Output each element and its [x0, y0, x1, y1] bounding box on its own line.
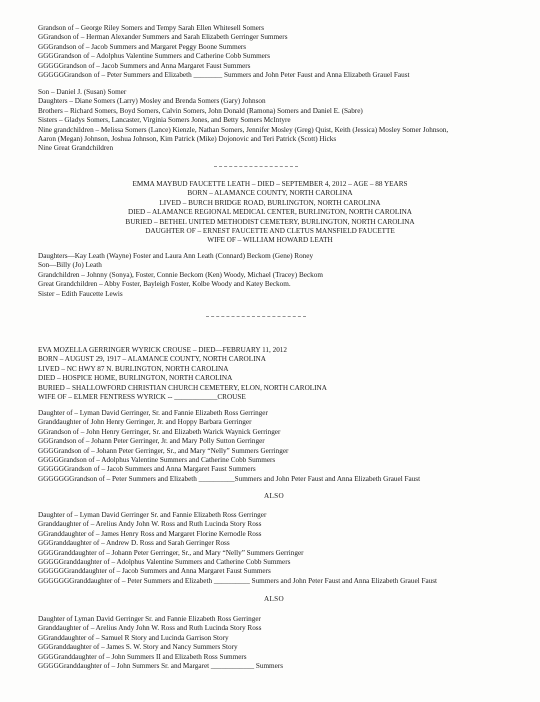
eva-header-line: EVA MOZELLA GERRINGER WYRICK CROUSE – DIED—FEBRUARY 11, 2012 — [38, 346, 287, 354]
lineage-line: GGGrandson of – Jacob Summers and Margaret Peggy Boone Summers — [38, 42, 247, 51]
emma-header-line: BORN – ALAMANCE COUNTY, NORTH CAROLINA — [187, 189, 353, 198]
emma-obituary-header — [60, 180, 480, 246]
eva-lineage-line: GGGGrandson of – Johann Peter Gerringer, Sr., and Mary “Nelly” Summers Gerringer — [38, 446, 289, 455]
eva-lineage-section-1 — [38, 409, 510, 484]
family-line: Sisters – Gladys Somers, Lancaster, Virginia Somers Jones, and Betty Somers McIntyre — [38, 116, 291, 125]
eva-lineage-line: GGGranddaughter of – Andrew D. Ross and Sarah Gerringer Ross — [38, 539, 230, 548]
lineage-section-1 — [38, 24, 510, 80]
family-line: Son – Daniel J. (Susan) Somer — [38, 88, 127, 96]
eva-header-line: LIVED – NC HWY 87 N. BURLINGTON, NORTH CAROLINA — [38, 364, 229, 373]
emma-family-line: Sister – Edith Faucette Lewis — [38, 289, 123, 298]
eva-lineage-line: Granddaughter of – Arelius Andy John W. Ross and Ruth Lucinda Story Ross — [38, 520, 262, 529]
family-line: Aaron (Megan) Johnson, Joshua Johnson, Kim Patrick (Mike) Dojonovic and Teri Patrick (Scott) Hicks — [38, 135, 337, 144]
emma-header-line: DIED – ALAMANCE REGIONAL MEDICAL CENTER, BURLINGTON, NORTH CAROLINA — [128, 208, 412, 217]
eva-lineage-line: GGranddaughter of – Samuel R Story and Lucinda Garrison Story — [38, 633, 229, 642]
emma-family-line: Grandchildren – Johnny (Sonya), Foster, Connie Beckom (Ken) Woody, Michael (Tracey) Beckom — [38, 270, 323, 279]
eva-lineage-line: GGGGranddaughter of – John Summers II and Elizabeth Ross Summers — [38, 652, 247, 661]
eva-lineage-line: Granddaughter of John Henry Gerringer, Jr. and Hoppy Barbara Gerringer — [38, 418, 252, 427]
family-line: Brothers – Richard Somers, Boyd Somers, Calvin Somers, John Donald (Ramona) Somers and Daniel E. (Sabre) — [38, 106, 363, 115]
eva-lineage-section-3 — [38, 615, 510, 671]
family-section-1 — [38, 88, 510, 154]
lineage-line: GGGGGGrandson of – Peter Summers and Elizabeth ________ Summers and John Peter Faust and Anna Elizabeth Grauel Faust — [38, 71, 410, 80]
eva-lineage-line: GGGGGGGranddaughter of – Peter Summers and Elizabeth __________ Summers and John Peter Faust and Anna Elizabeth Grauel Faust — [38, 576, 438, 585]
emma-header-line: DAUGHTER OF – ERNEST FAUCETTE AND CLETUS MANSFIELD FAUCETTE — [145, 227, 395, 236]
eva-header-line: BORN – AUGUST 29, 1917 – ALAMANCE COUNTY, NORTH CAROLINA — [38, 355, 266, 364]
eva-obituary-header — [38, 346, 510, 402]
eva-header-line: WIFE OF – ELMER FENTRESS WYRICK -- ____________CROUSE — [38, 393, 246, 402]
eva-lineage-line: Daughter of – Lyman David Gerringer, Sr. and Fannie Elizabeth Ross Gerringer — [38, 409, 268, 417]
lineage-line: GGrandson of – Herman Alexander Summers and Sarah Elizabeth Gerringer Summers — [38, 33, 288, 42]
eva-lineage-line: GGrandson of – John Henry Gerringer, Sr. and Elizabeth Warick Waynick Gerringer — [38, 427, 281, 436]
emma-header-line: BURIED – BETHEL UNITED METHODIST CEMETERY, BURLINGTON, NORTH CAROLINA — [125, 217, 415, 226]
eva-header-line: BURIED – SHALLOWFORD CHRISTIAN CHURCH CEMETERY, ELON, NORTH CAROLINA — [38, 383, 327, 392]
eva-lineage-line: GGranddaughter of – James Henry Ross and Margaret Florine Kernodle Ross — [38, 529, 262, 538]
eva-lineage-line: GGGGGrandson of – Adolphus Valentine Summers and Catherine Cobb Summers — [38, 456, 276, 465]
eva-header-line: DIED – HOSPICE HOME, BURLINGTON, NORTH CAROLINA — [38, 374, 233, 383]
family-line: Nine grandchildren – Melissa Somers (Lance) Kienzle, Nathan Somers, Jennifer Mosley (Greg) Quist, Keith (Jessica) Mosley Somer Johnson, — [38, 125, 449, 134]
family-line: Daughters – Diane Somers (Larry) Mosley and Brenda Somers (Gary) Johnson — [38, 97, 266, 106]
eva-lineage-line: GGGranddaughter of – James S. W. Story and Nancy Summers Story — [38, 643, 238, 652]
eva-lineage-line: Daughter of – Lyman David Gerringer Sr. and Fannie Elizabeth Ross Gerringer — [38, 511, 267, 519]
eva-lineage-section-2 — [38, 511, 510, 586]
emma-family-line: Great Grandchildren – Abby Foster, Bayleigh Foster, Kolbe Woody and Katey Beckom. — [38, 280, 291, 289]
eva-lineage-line: Daughter of Lyman David Gerringer Sr. and Fannie Elizabeth Ross Gerringer — [38, 615, 261, 623]
emma-header-line: WIFE OF – WILLIAM HOWARD LEATH — [207, 236, 333, 245]
also-label: ALSO — [264, 595, 284, 603]
eva-lineage-line: GGGGGranddaughter of – Adolphus Valentine Summers and Catherine Cobb Summers — [38, 558, 291, 567]
eva-lineage-line: Granddaughter of – Arelius Andy John W. Ross and Ruth Lucinda Story Ross — [38, 624, 262, 633]
eva-lineage-line: GGGGGGGrandson of – Peter Summers and Elizabeth __________Summers and John Peter Faust and Anna Elizabeth Grauel Faust — [38, 474, 421, 483]
emma-header-line: LIVED – BURCH BRIDGE ROAD, BURLINGTON, NORTH CAROLINA — [159, 198, 381, 207]
eva-lineage-line: GGGrandson of – Johann Peter Gerringer, Jr. and Mary Polly Sutton Gerringer — [38, 437, 265, 446]
lineage-line: Grandson of – George Riley Somers and Tempy Sarah Ellen Whitesell Somers — [38, 24, 265, 32]
divider-rule — [214, 166, 298, 167]
emma-header-line: EMMA MAYBUD FAUCETTE LEATH – DIED – SEPTEMBER 4, 2012 – AGE – 88 YEARS — [132, 180, 408, 188]
lineage-line: GGGGrandson of – Adolphus Valentine Summers and Catherine Cobb Summers — [38, 52, 271, 61]
family-line: Nine Great Grandchildren — [38, 144, 114, 153]
eva-lineage-line: GGGGGGranddaughter of – Jacob Summers and Anna Margaret Faust Summers — [38, 567, 271, 576]
divider-rule — [206, 316, 306, 317]
eva-lineage-line: GGGGranddaughter of – Johann Peter Gerringer, Sr., and Mary “Nelly” Summers Gerringer — [38, 548, 304, 557]
lineage-line: GGGGGrandson of – Jacob Summers and Anna Margaret Faust Summers — [38, 61, 251, 70]
emma-family-section — [38, 252, 510, 299]
emma-family-line: Daughters—Kay Leath (Wayne) Foster and Laura Ann Leath (Connard) Beckom (Gene) Roney — [38, 252, 314, 260]
eva-lineage-line: GGGGGranddaughter of – John Summers Sr. and Margaret ____________ Summers — [38, 662, 284, 671]
emma-family-line: Son—Billy (Jo) Leath — [38, 261, 102, 270]
eva-lineage-line: GGGGGGrandson of – Jacob Summers and Anna Margaret Faust Summers — [38, 465, 256, 474]
also-label: ALSO — [264, 492, 284, 500]
